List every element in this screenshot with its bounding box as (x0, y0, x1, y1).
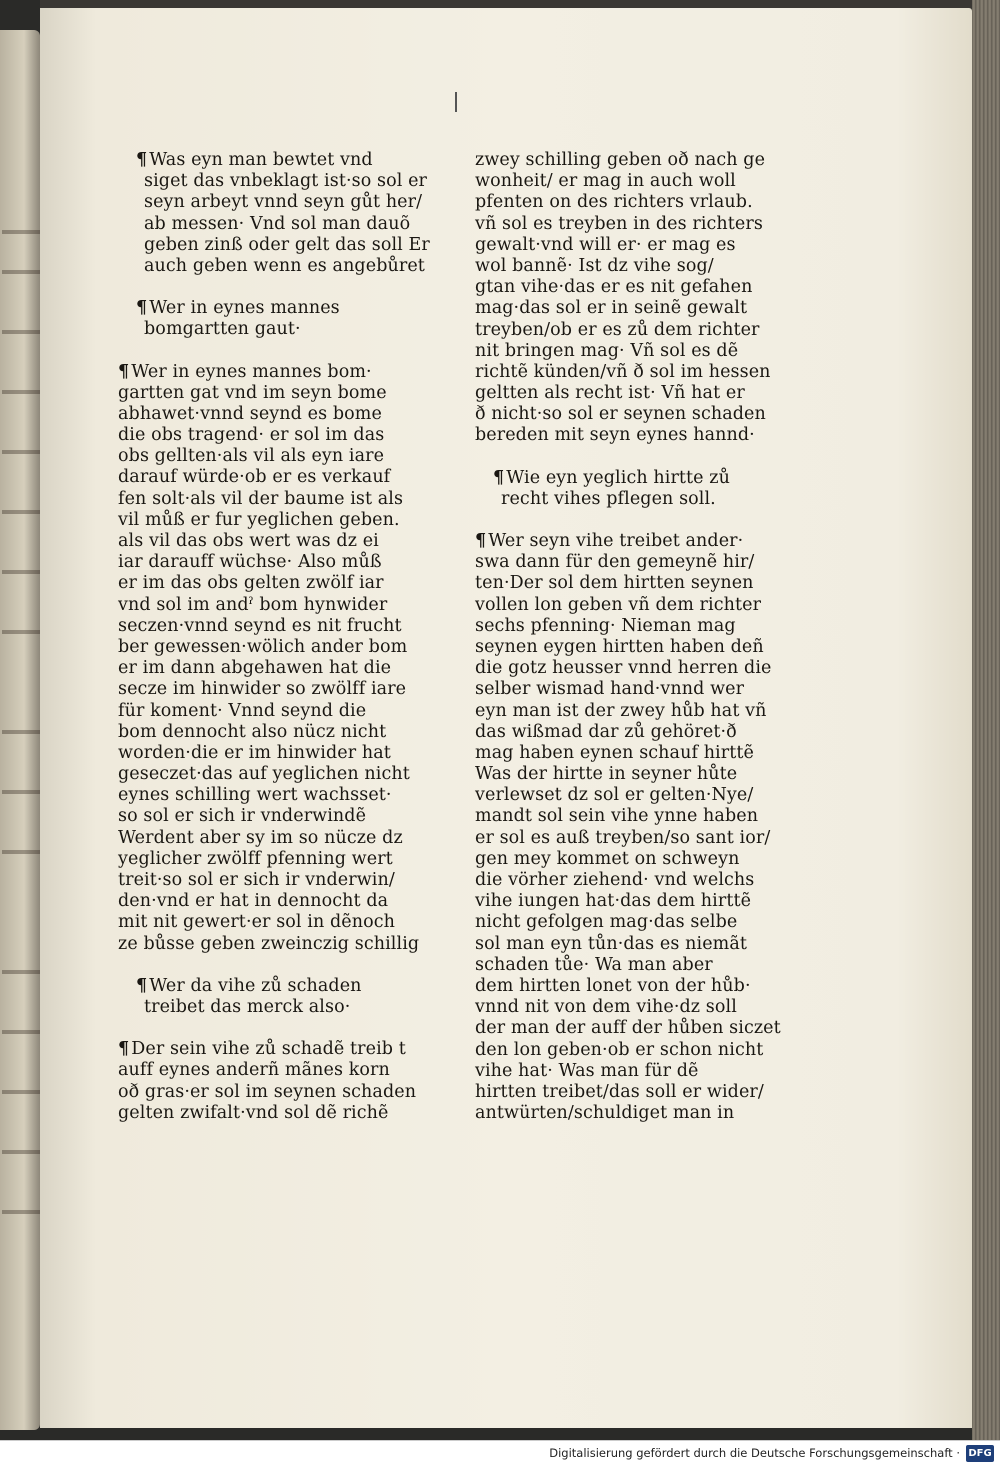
text-line: treyben/ob er es zů dem richter (475, 319, 760, 340)
text-line: worden·die er im hinwider hat (118, 742, 391, 763)
text-line: gartten gat vnd im seyn bome (118, 382, 387, 403)
text-line: bereden mit seyn eynes hannd· (475, 425, 755, 446)
text-line: treit·so sol er sich ir vnderwin/ (118, 870, 395, 890)
section-heading (118, 298, 408, 340)
text-line: vihe hat· Was man für dẽ (475, 1060, 699, 1081)
pilcrow-icon: ¶ (493, 467, 505, 488)
text-line: den lon geben·ob er schon nicht (475, 1039, 764, 1060)
text-line: der man der auff der hůben siczet (475, 1018, 781, 1039)
text-line: seczen·vnnd seynd es nit frucht (118, 615, 402, 636)
text-paragraph (118, 1039, 417, 1124)
dfg-logo-icon: DFG (966, 1445, 994, 1462)
text-line: geltten als recht ist· Vñ hat er (475, 383, 745, 404)
text-line: schaden tůe· Wa man aber (475, 954, 713, 975)
text-line: wol bannẽ· Ist dz vihe sog/ (475, 255, 714, 276)
text-line: treibet das merck also· (144, 996, 351, 1017)
text-line: eyn man ist der zwey hůb hat vñ (475, 700, 767, 721)
text-line: vollen lon geben vñ dem richter (475, 594, 762, 615)
text-line: Werdent aber sy im so nücze dz (118, 827, 403, 848)
text-line: geben zinß oder gelt das soll Er (144, 234, 430, 255)
text-line: ¶ Wer in eynes mannes bom· (118, 361, 372, 382)
text-line: vnnd nit von dem vihe·dz soll (475, 997, 737, 1018)
text-line: mandt sol sein vihe ynne haben (475, 806, 759, 827)
text-line: die vörher ziehend· vnd welchs (475, 870, 755, 890)
ink-mark (455, 92, 457, 112)
text-line: gen mey kommet on schweyn (475, 848, 740, 869)
pilcrow-icon: ¶ (136, 298, 148, 319)
text-line: ¶ Was eyn man bewtet vnd (136, 150, 373, 170)
text-line: verlewset dz sol er gelten·Nye/ (475, 785, 754, 806)
text-line: oð gras·er sol im seynen schaden (118, 1081, 417, 1102)
text-line: das wißmad dar zů gehöret·ð (475, 721, 737, 742)
pilcrow-icon: ¶ (118, 361, 130, 382)
text-line: seynen eygen hirtten haben deñ (475, 636, 764, 657)
text-line: geseczet·das auf yeglichen nicht (118, 764, 410, 785)
text-line: yeglicher zwölff pfenning wert (118, 848, 393, 869)
left-text-column (118, 150, 430, 1145)
text-line: als vil das obs wert was dz ei (118, 531, 379, 551)
text-line: ¶ Wer seyn vihe treibet ander· (475, 531, 744, 551)
text-line: swa dann für den gemeynẽ hir/ (475, 552, 755, 573)
text-line: selber wismad hand·vnnd wer (475, 679, 745, 700)
text-line: ¶ Wer da vihe zů schaden (136, 975, 362, 996)
footer-bar (0, 1440, 1000, 1467)
text-line: er sol es auß treyben/so sant ior/ (475, 827, 771, 848)
pilcrow-icon: ¶ (136, 150, 148, 170)
text-line: siget das vnbeklagt ist·so sol er (144, 171, 428, 192)
text-line: zwey schilling geben oð nach ge (475, 150, 766, 170)
text-line: recht vihes pflegen soll. (501, 488, 716, 509)
section-heading (118, 150, 430, 277)
previous-page-edge (0, 30, 40, 1430)
text-line: er im dann abgehawen hat die (118, 658, 392, 679)
text-line: gelten zwifalt·vnd sol dẽ richẽ (118, 1102, 389, 1123)
page-fore-edge (972, 0, 1000, 1440)
text-line: secze im hinwider so zwölff iare (118, 679, 407, 700)
text-line: bomgartten gaut· (144, 319, 301, 340)
text-line: er im das obs gelten zwölf iar (118, 573, 384, 594)
text-line: auff eynes anderñ mãnes korn (118, 1060, 390, 1081)
pilcrow-icon: ¶ (118, 1039, 130, 1060)
text-line: ber gewessen·wölich ander bom (118, 636, 408, 657)
text-line: pfenten on des richters vrlaub. (475, 192, 753, 213)
section-heading (118, 976, 408, 1018)
text-line: mag haben eynen schauf hirttẽ (475, 742, 754, 763)
text-line: dem hirtten lonet von der hůb· (475, 975, 751, 996)
text-line: ze bůsse geben zweinczig schillig (118, 933, 420, 954)
text-line: sol man eyn tůn·das es niemãt (475, 933, 748, 954)
text-line: so sol er sich ir vnderwindẽ (118, 806, 367, 827)
text-line: auch geben wenn es angebůret (144, 255, 425, 276)
text-line: mag·das sol er in seinẽ gewalt (475, 298, 748, 319)
text-line: eynes schilling wert wachsset· (118, 785, 392, 806)
text-line: richtẽ künden/vñ ð sol im hessen (475, 361, 771, 382)
text-line: vihe iungen hat·das dem hirttẽ (475, 891, 752, 912)
text-line: für koment· Vnnd seynd die (118, 700, 367, 721)
text-line: seyn arbeyt vnnd seyn gůt her/ (144, 192, 423, 213)
text-line: ¶ Der sein vihe zů schadẽ treib t (118, 1039, 406, 1060)
text-line: sechs pfenning· Nieman mag (475, 615, 736, 636)
text-line: ¶ Wer in eynes mannes (136, 298, 340, 319)
text-line: mit nit gewert·er sol in dẽnoch (118, 912, 396, 933)
text-line: antwürten/schuldiget man in (475, 1103, 735, 1124)
text-line: nit bringen mag· Vñ sol es dẽ (475, 340, 739, 361)
text-line: wonheit/ er mag in auch woll (475, 171, 736, 192)
text-line: den·vnd er hat in dennocht da (118, 891, 389, 912)
text-line: gewalt·vnd will er· er mag es (475, 234, 736, 255)
text-line: obs gellten·als vil als eyn iare (118, 446, 385, 467)
text-line: Was der hirtte in seyner hůte (475, 764, 738, 785)
footer-credit: Digitalisierung gefördert durch die Deutsche Forschungsgemeinschaft · (549, 1446, 960, 1460)
text-line: iar darauff wüchse· Also můß (118, 552, 382, 573)
text-line: bom dennocht also nücz nicht (118, 721, 387, 742)
text-paragraph (475, 531, 781, 1124)
text-line: nicht gefolgen mag·das selbe (475, 912, 738, 933)
section-heading (475, 468, 765, 510)
text-line: abhawet·vnnd seynd es bome (118, 403, 382, 424)
text-line: ab messen· Vnd sol man dauõ (144, 213, 411, 234)
right-text-column (475, 150, 781, 1145)
text-line: fen solt·als vil der baume ist als (118, 488, 404, 509)
text-line: ten·Der sol dem hirtten seynen (475, 573, 754, 594)
text-line: die obs tragend· er sol im das (118, 425, 385, 446)
text-line: vnd sol im andˀ bom hynwider (118, 594, 388, 615)
text-paragraph (475, 150, 771, 447)
text-line: vil můß er fur yeglichen geben. (118, 509, 400, 530)
text-line: vñ sol es treyben in des richters (475, 213, 763, 234)
text-line: gtan vihe·das er es nit gefahen (475, 277, 753, 298)
text-paragraph (118, 361, 420, 955)
text-line: die gotz heusser vnnd herren die (475, 658, 772, 679)
text-line: ¶ Wie eyn yeglich hirtte zů (493, 467, 730, 488)
pilcrow-icon: ¶ (475, 531, 487, 551)
text-line: darauf würde·ob er es verkauf (118, 467, 391, 488)
pilcrow-icon: ¶ (136, 975, 148, 996)
text-line: hirtten treibet/das soll er wider/ (475, 1081, 764, 1102)
text-line: ð nicht·so sol er seynen schaden (475, 404, 766, 425)
